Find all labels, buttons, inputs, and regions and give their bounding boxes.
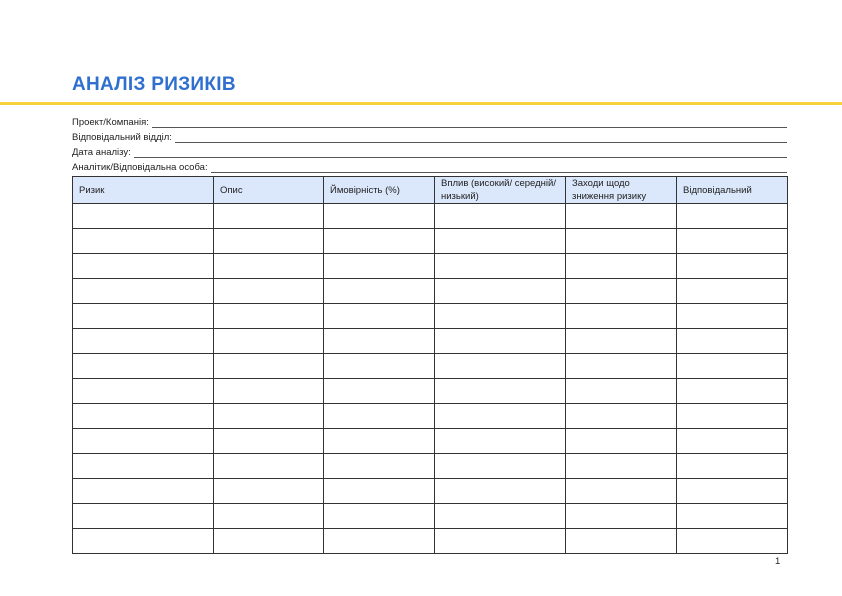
header-responsible: Відповідальний bbox=[677, 177, 788, 204]
table-cell[interactable] bbox=[324, 429, 435, 454]
department-label: Відповідальний відділ: bbox=[72, 132, 172, 143]
table-cell[interactable] bbox=[677, 229, 788, 254]
table-cell[interactable] bbox=[435, 429, 566, 454]
table-cell[interactable] bbox=[677, 329, 788, 354]
table-cell[interactable] bbox=[566, 229, 677, 254]
risk-table-body bbox=[73, 204, 788, 554]
table-cell[interactable] bbox=[677, 404, 788, 429]
table-cell[interactable] bbox=[73, 429, 214, 454]
project-field[interactable] bbox=[72, 113, 787, 128]
header-description: Опис bbox=[214, 177, 324, 204]
table-header-row bbox=[73, 177, 788, 204]
table-cell[interactable] bbox=[214, 504, 324, 529]
table-cell[interactable] bbox=[73, 454, 214, 479]
table-cell[interactable] bbox=[435, 454, 566, 479]
table-cell[interactable] bbox=[73, 404, 214, 429]
analyst-field[interactable] bbox=[72, 158, 787, 173]
table-cell[interactable] bbox=[324, 354, 435, 379]
department-input-line[interactable] bbox=[175, 131, 787, 143]
table-cell[interactable] bbox=[677, 504, 788, 529]
table-cell[interactable] bbox=[214, 229, 324, 254]
table-cell[interactable] bbox=[73, 379, 214, 404]
table-cell[interactable] bbox=[677, 379, 788, 404]
accent-divider bbox=[0, 102, 842, 105]
table-cell[interactable] bbox=[214, 254, 324, 279]
table-cell[interactable] bbox=[324, 279, 435, 304]
table-cell[interactable] bbox=[324, 304, 435, 329]
table-cell[interactable] bbox=[324, 329, 435, 354]
table-cell[interactable] bbox=[324, 529, 435, 554]
table-cell[interactable] bbox=[324, 254, 435, 279]
table-row bbox=[73, 529, 788, 554]
table-row bbox=[73, 229, 788, 254]
table-row bbox=[73, 254, 788, 279]
table-cell[interactable] bbox=[214, 479, 324, 504]
table-cell[interactable] bbox=[435, 479, 566, 504]
table-cell[interactable] bbox=[324, 379, 435, 404]
table-cell[interactable] bbox=[677, 254, 788, 279]
table-cell[interactable] bbox=[324, 204, 435, 229]
table-cell[interactable] bbox=[566, 404, 677, 429]
header-probability: Ймовірність (%) bbox=[324, 177, 435, 204]
table-row bbox=[73, 504, 788, 529]
table-cell[interactable] bbox=[677, 304, 788, 329]
table-cell[interactable] bbox=[677, 429, 788, 454]
table-cell[interactable] bbox=[677, 204, 788, 229]
header-risk: Ризик bbox=[73, 177, 214, 204]
table-cell[interactable] bbox=[214, 429, 324, 454]
header-impact: Вплив (високий/ середній/низький) bbox=[435, 177, 566, 204]
table-cell[interactable] bbox=[566, 454, 677, 479]
department-field[interactable] bbox=[72, 128, 787, 143]
table-cell[interactable] bbox=[214, 279, 324, 304]
table-cell[interactable] bbox=[435, 529, 566, 554]
analyst-input-line[interactable] bbox=[211, 161, 787, 173]
table-cell[interactable] bbox=[324, 479, 435, 504]
table-cell[interactable] bbox=[435, 279, 566, 304]
table-row bbox=[73, 279, 788, 304]
table-cell[interactable] bbox=[566, 204, 677, 229]
table-cell[interactable] bbox=[566, 279, 677, 304]
table-cell[interactable] bbox=[435, 354, 566, 379]
table-cell[interactable] bbox=[435, 304, 566, 329]
table-cell[interactable] bbox=[677, 354, 788, 379]
date-field[interactable] bbox=[72, 143, 787, 158]
table-cell[interactable] bbox=[214, 529, 324, 554]
analyst-label: Аналітик/Відповідальна особа: bbox=[72, 162, 208, 173]
table-cell[interactable] bbox=[214, 354, 324, 379]
table-row bbox=[73, 479, 788, 504]
table-row bbox=[73, 429, 788, 454]
table-cell[interactable] bbox=[435, 504, 566, 529]
table-cell[interactable] bbox=[435, 254, 566, 279]
project-input-line[interactable] bbox=[152, 116, 787, 128]
table-cell[interactable] bbox=[324, 229, 435, 254]
table-cell[interactable] bbox=[566, 504, 677, 529]
risk-table bbox=[72, 176, 788, 554]
table-cell[interactable] bbox=[73, 329, 214, 354]
table-cell[interactable] bbox=[677, 454, 788, 479]
table-cell[interactable] bbox=[677, 529, 788, 554]
table-cell[interactable] bbox=[73, 229, 214, 254]
table-cell[interactable] bbox=[73, 479, 214, 504]
table-cell[interactable] bbox=[435, 204, 566, 229]
table-cell[interactable] bbox=[214, 304, 324, 329]
table-cell[interactable] bbox=[566, 329, 677, 354]
table-cell[interactable] bbox=[73, 304, 214, 329]
table-cell[interactable] bbox=[566, 354, 677, 379]
table-cell[interactable] bbox=[324, 404, 435, 429]
table-cell[interactable] bbox=[73, 504, 214, 529]
table-cell[interactable] bbox=[214, 329, 324, 354]
project-label: Проект/Компанія: bbox=[72, 117, 149, 128]
table-cell[interactable] bbox=[73, 529, 214, 554]
table-row bbox=[73, 404, 788, 429]
table-cell[interactable] bbox=[214, 204, 324, 229]
table-cell[interactable] bbox=[73, 279, 214, 304]
table-cell[interactable] bbox=[566, 429, 677, 454]
table-cell[interactable] bbox=[214, 379, 324, 404]
table-cell[interactable] bbox=[566, 304, 677, 329]
table-cell[interactable] bbox=[566, 379, 677, 404]
page-number: 1 bbox=[775, 556, 781, 567]
table-cell[interactable] bbox=[73, 204, 214, 229]
table-cell[interactable] bbox=[435, 329, 566, 354]
table-cell[interactable] bbox=[214, 404, 324, 429]
form-fields bbox=[72, 113, 787, 173]
header-mitigation: Заходи щодо зниження ризику bbox=[566, 177, 677, 204]
table-row bbox=[73, 329, 788, 354]
page-title: АНАЛІЗ РИЗИКІВ bbox=[72, 74, 236, 95]
table-cell[interactable] bbox=[73, 354, 214, 379]
table-cell[interactable] bbox=[566, 479, 677, 504]
table-cell[interactable] bbox=[73, 254, 214, 279]
table-cell[interactable] bbox=[566, 254, 677, 279]
date-input-line[interactable] bbox=[134, 146, 787, 158]
table-cell[interactable] bbox=[324, 504, 435, 529]
table-cell[interactable] bbox=[566, 529, 677, 554]
table-cell[interactable] bbox=[435, 404, 566, 429]
table-cell[interactable] bbox=[435, 229, 566, 254]
table-cell[interactable] bbox=[214, 454, 324, 479]
table-row bbox=[73, 454, 788, 479]
table-cell[interactable] bbox=[677, 479, 788, 504]
table-cell[interactable] bbox=[435, 379, 566, 404]
table-row bbox=[73, 379, 788, 404]
date-label: Дата аналізу: bbox=[72, 147, 131, 158]
table-row bbox=[73, 304, 788, 329]
table-cell[interactable] bbox=[324, 454, 435, 479]
table-row bbox=[73, 204, 788, 229]
table-row bbox=[73, 354, 788, 379]
table-cell[interactable] bbox=[677, 279, 788, 304]
